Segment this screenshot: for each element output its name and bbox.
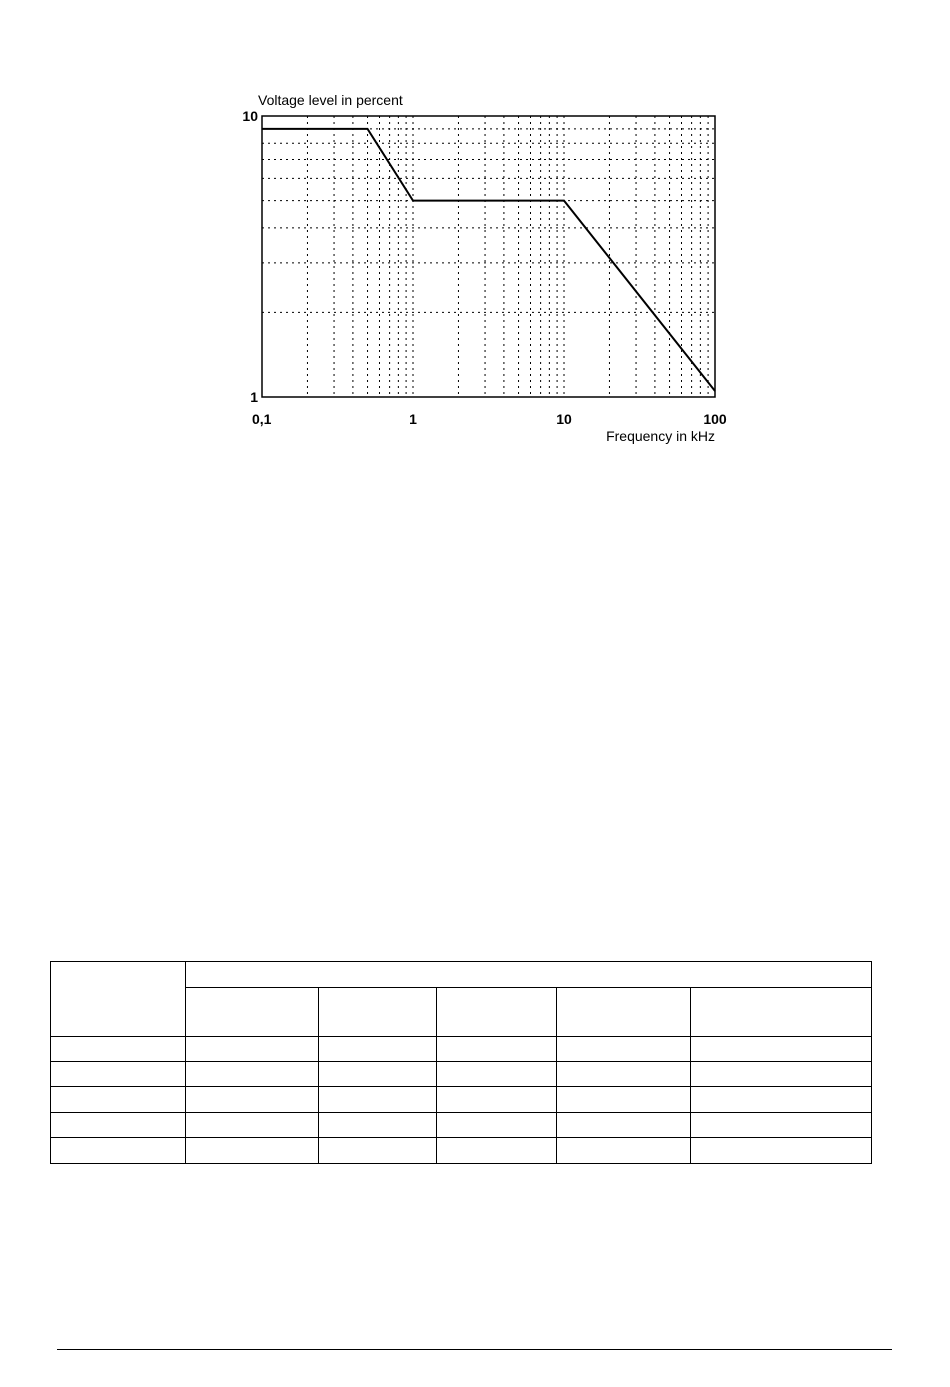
table-cell xyxy=(186,1138,319,1164)
table-cell xyxy=(437,1138,557,1164)
table-cell xyxy=(319,1138,437,1164)
table-cell xyxy=(691,1037,872,1062)
table-cell xyxy=(319,1113,437,1138)
data-table xyxy=(50,961,872,1164)
table-cell xyxy=(186,1113,319,1138)
table-cell xyxy=(557,1037,691,1062)
chart xyxy=(0,0,950,470)
table-cell xyxy=(691,1138,872,1164)
table-row xyxy=(51,1062,872,1087)
table-cell xyxy=(557,1113,691,1138)
table-header-cell xyxy=(691,988,872,1037)
table-cell xyxy=(437,1113,557,1138)
table-cell xyxy=(186,1062,319,1087)
x-tick-label: 0,1 xyxy=(252,411,272,427)
table-cell xyxy=(691,1087,872,1113)
x-axis-label: Frequency in kHz xyxy=(606,428,715,444)
plot-frame xyxy=(262,116,715,397)
table-row xyxy=(51,1087,872,1113)
y-tick-label: 1 xyxy=(250,389,258,405)
chart-svg xyxy=(0,0,950,470)
table-row xyxy=(51,1113,872,1138)
x-tick-label: 100 xyxy=(703,411,727,427)
table-cell xyxy=(557,1062,691,1087)
table-header-cell xyxy=(51,962,186,1037)
table-cell xyxy=(51,1138,186,1164)
table-cell xyxy=(437,1037,557,1062)
series-line xyxy=(262,129,715,391)
table-cell xyxy=(557,1138,691,1164)
table-cell xyxy=(186,1037,319,1062)
table-header-cell xyxy=(186,988,319,1037)
table-cell xyxy=(51,1062,186,1087)
y-tick-label: 10 xyxy=(242,108,258,124)
table-row xyxy=(51,1037,872,1062)
table-cell xyxy=(437,1087,557,1113)
footer-rule xyxy=(57,1349,892,1350)
table-header-cell xyxy=(186,962,872,988)
x-tick-label: 1 xyxy=(409,411,417,427)
table-cell xyxy=(186,1087,319,1113)
table-header-cell xyxy=(437,988,557,1037)
table-header-cell xyxy=(319,988,437,1037)
chart-title: Voltage level in percent xyxy=(258,92,403,108)
table-cell xyxy=(437,1062,557,1087)
table-cell xyxy=(319,1062,437,1087)
table-cell xyxy=(51,1037,186,1062)
x-tick-label: 10 xyxy=(556,411,572,427)
table-cell xyxy=(51,1087,186,1113)
table-cell xyxy=(691,1113,872,1138)
table-header-cell xyxy=(557,988,691,1037)
table-cell xyxy=(51,1113,186,1138)
table-cell xyxy=(319,1037,437,1062)
table-cell xyxy=(691,1062,872,1087)
grid xyxy=(262,116,715,397)
table-cell xyxy=(557,1087,691,1113)
table-cell xyxy=(319,1087,437,1113)
table-row xyxy=(51,1138,872,1164)
